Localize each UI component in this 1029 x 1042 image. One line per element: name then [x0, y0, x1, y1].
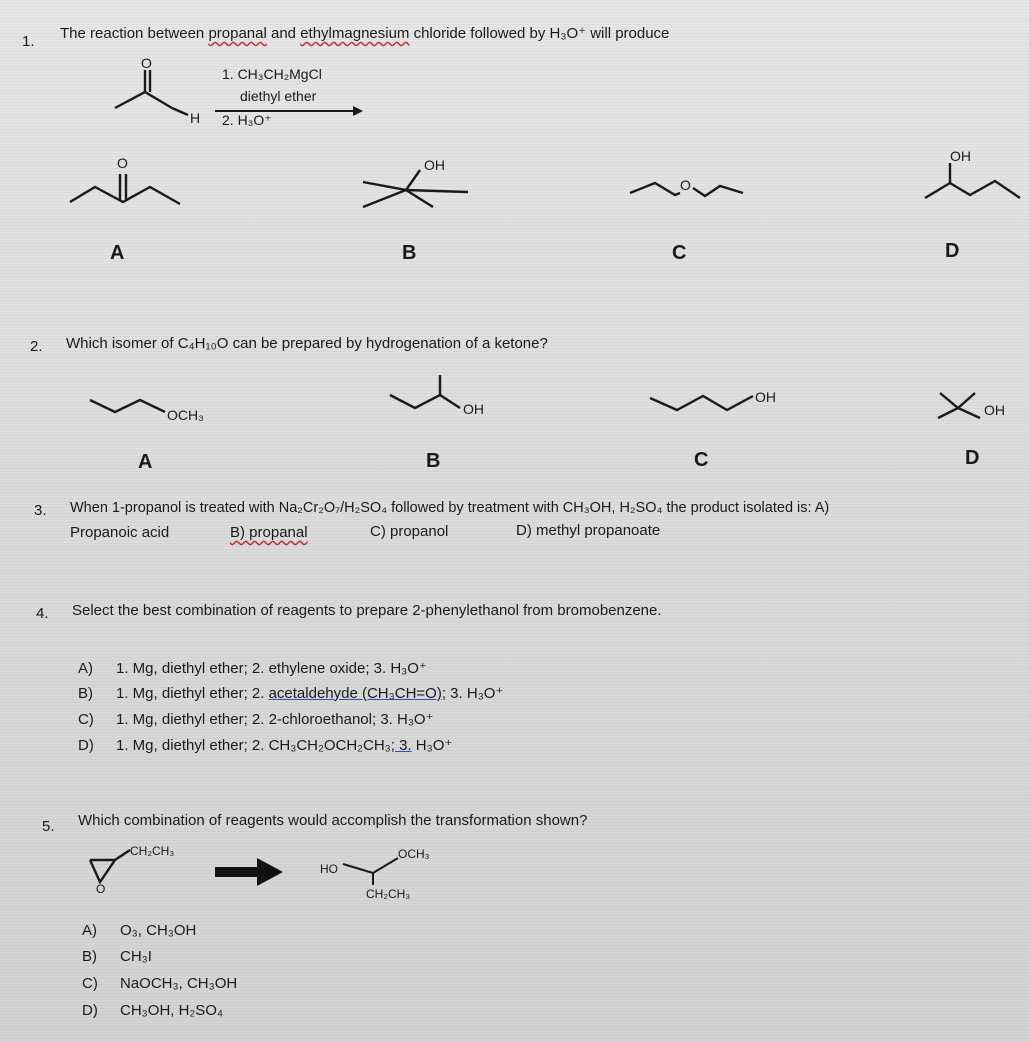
q3-option-d: D) methyl propanoate [516, 522, 661, 539]
q5-epoxide-structure [85, 840, 205, 900]
q2-label-a: A [138, 451, 153, 473]
q4-option-c-letter: C) [78, 711, 94, 728]
q2-question-text: Which isomer of C₄H₁₀O can be prepared by hydrogenation of a ketone? [66, 335, 548, 352]
q2-choice-b-oh-label: OH [463, 401, 484, 417]
q4-question-text: Select the best combination of reagents to prepare 2-phenylethanol from bromobenzene. [72, 602, 662, 619]
q1-choice-a-o-label: O [117, 155, 128, 171]
q1-propanal-structure [110, 55, 220, 130]
q2-choice-d-structure [930, 390, 1025, 430]
q4-option-c-text: 1. Mg, diethyl ether; 2. 2-chloroethanol; 3. H₃O⁺ [116, 711, 434, 728]
q3-number: 3. [34, 502, 47, 519]
q4-option-d-text-start: 1. Mg, diethyl ether; 2. CH₃CH₂OCH₂CH₃ [116, 737, 391, 754]
q4-number: 4. [36, 605, 49, 622]
q1-text-start: The reaction between [60, 25, 209, 42]
q5-product-structure [318, 840, 458, 910]
q3-option-c: C) propanol [370, 523, 449, 540]
q2-choice-d-oh-label: OH [984, 402, 1005, 418]
q4-option-b-text-start: 1. Mg, diethyl ether; 2. [116, 685, 269, 702]
q1-number: 1. [22, 33, 35, 50]
q2-number: 2. [30, 338, 43, 355]
q2-label-d: D [965, 447, 980, 469]
q3-question-text: When 1-propanol is treated with Na₂Cr₂O₇/H₂SO₄ followed by treatment with CH₃OH, H₂SO₄ the product isolated is: A) [70, 500, 830, 516]
q1-text-mid: and [266, 25, 301, 42]
q2-choice-c-structure [645, 388, 795, 428]
q1-choice-c-o-label: O [680, 177, 691, 193]
q5-transformation-arrow [215, 858, 285, 888]
q1-reagent-2: 2. H₃O⁺ [222, 112, 272, 128]
q1-label-d: D [945, 240, 960, 262]
q4-option-d-underlined: ; 3. [390, 737, 412, 754]
q5-product-ho-label: HO [320, 862, 338, 876]
q4-option-a-letter: A) [78, 660, 93, 677]
q2-choice-c-oh-label: OH [755, 389, 776, 405]
q5-option-a-letter: A) [82, 922, 97, 939]
q2-choice-b-structure [385, 370, 515, 425]
q2-label-b: B [426, 450, 441, 472]
q1-word-ethylmagnesium: ethylmagnesium [300, 25, 410, 42]
q1-label-b: B [402, 242, 417, 264]
q5-question-text: Which combination of reagents would accomplish the transformation shown? [78, 812, 588, 829]
q1-label-a: A [110, 242, 125, 264]
q2-choice-a-och3-label: OCH₃ [167, 407, 204, 423]
q5-product-och3-label: OCH₃ [398, 847, 430, 861]
q1-choice-d-structure [920, 143, 1020, 213]
q2-choice-a-structure [85, 390, 245, 435]
q5-option-c-text: NaOCH₃, CH₃OH [120, 975, 238, 992]
q1-choice-a-structure [65, 152, 185, 222]
q2-label-c: C [694, 449, 709, 471]
q1-propanal-o-label: O [141, 55, 152, 71]
q4-option-b-underlined: acetaldehyde (CH₃CH=O) [268, 685, 442, 702]
q1-word-propanal: propanal [208, 25, 267, 42]
q1-reagent-1: 1. CH₃CH₂MgCl [222, 66, 322, 82]
q4-option-d-text-end: H₃O⁺ [411, 737, 453, 754]
q5-option-d-letter: D) [82, 1002, 98, 1019]
q5-option-d-text: CH₃OH, H₂SO₄ [120, 1002, 224, 1019]
q1-propanal-h-label: H [190, 110, 201, 126]
q5-epoxide-ethyl-label: CH₂CH₃ [130, 844, 175, 858]
q1-question-text [60, 25, 669, 43]
q4-option-b-letter: B) [78, 685, 93, 702]
q1-reagent-solvent: diethyl ether [240, 88, 317, 104]
q1-choice-b-oh-label: OH [424, 157, 445, 173]
q5-option-a-text: O₃, CH₃OH [120, 922, 197, 939]
q5-product-ethyl-label: CH₂CH₃ [366, 887, 411, 901]
q5-epoxide-o-label: O [96, 882, 106, 896]
q1-choice-d-oh-label: OH [950, 148, 971, 164]
q1-label-c: C [672, 242, 687, 264]
q1-choice-b-structure [358, 152, 488, 222]
q4-option-b-text-end: ; 3. H₃O⁺ [441, 685, 504, 702]
q4-option-d-letter: D) [78, 737, 94, 754]
q3-option-a: Propanoic acid [70, 524, 170, 541]
q4-option-a-text: 1. Mg, diethyl ether; 2. ethylene oxide; 3. H₃O⁺ [116, 660, 427, 677]
q1-choice-c-structure [625, 168, 750, 208]
q3-option-b: B) propanal [230, 524, 308, 541]
q5-option-c-letter: C) [82, 975, 98, 992]
q5-option-b-letter: B) [82, 948, 97, 965]
q5-number: 5. [42, 818, 55, 835]
q4-option-b-text [116, 685, 503, 703]
q4-option-d-text [116, 737, 452, 755]
q1-text-end: chloride followed by H₃O⁺ will produce [409, 25, 670, 42]
q5-option-b-text: CH₃I [120, 948, 152, 965]
